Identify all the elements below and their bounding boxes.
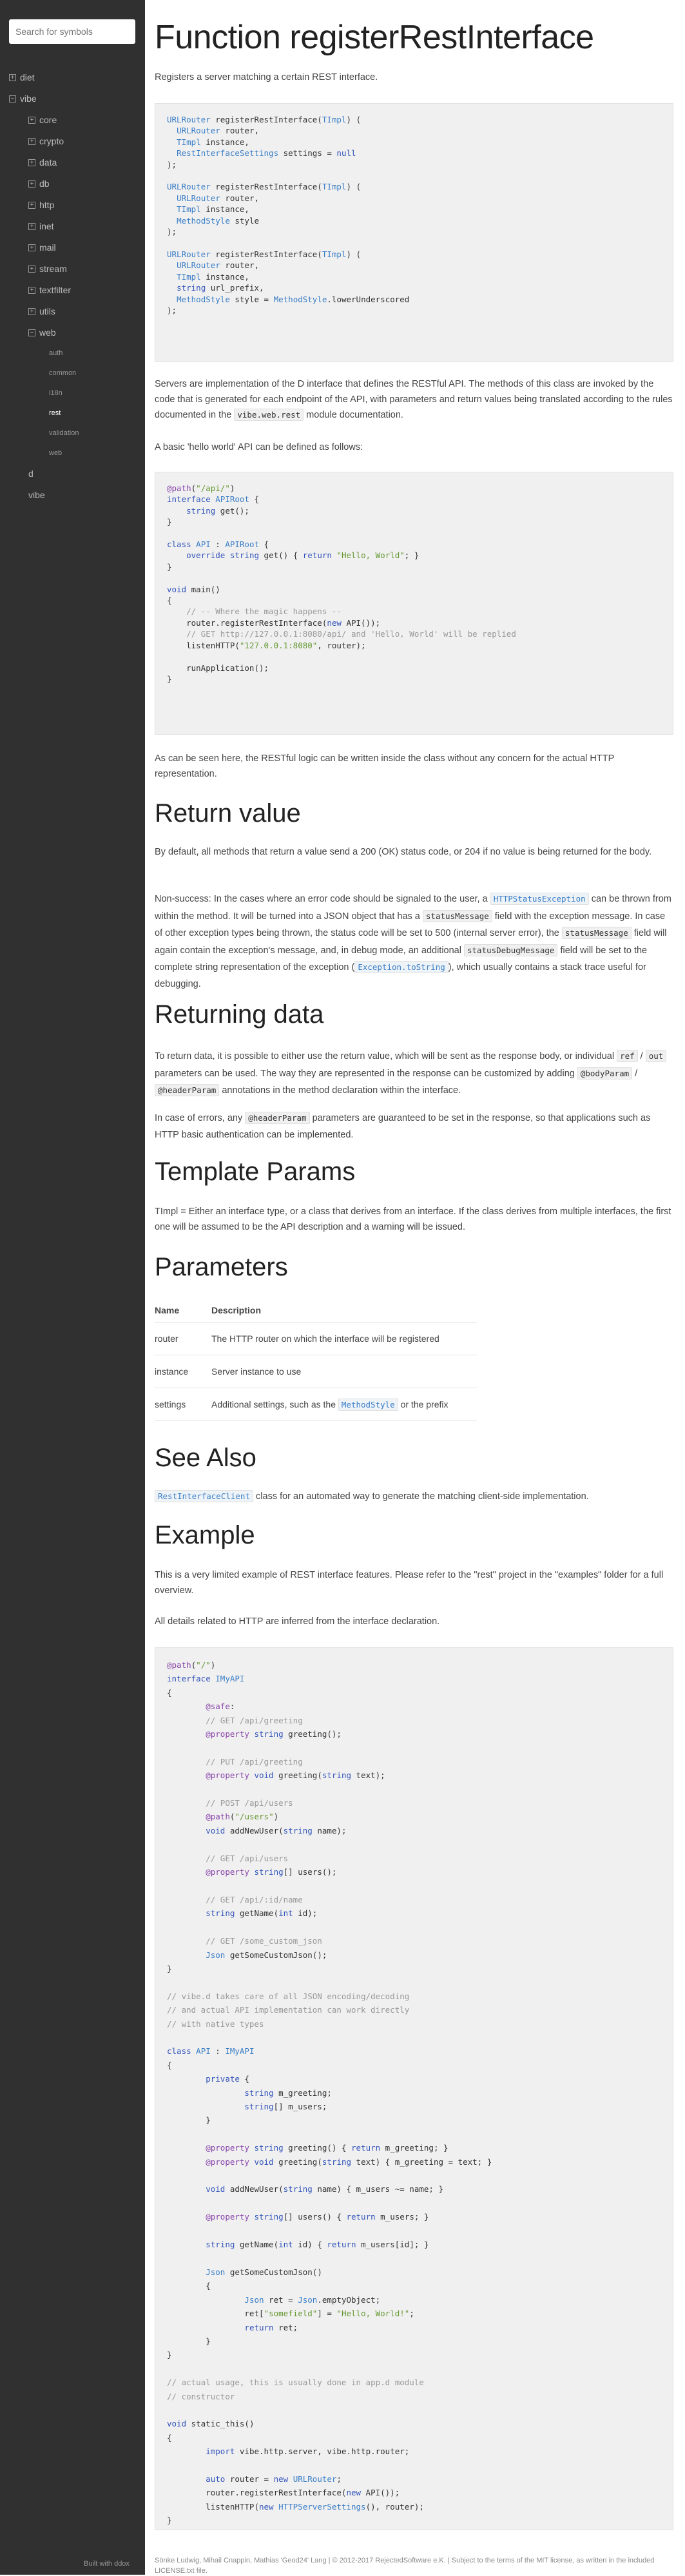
- sidebar-item-label: rest: [49, 409, 61, 417]
- sidebar-item-label: http: [39, 200, 55, 210]
- sidebar-item-core[interactable]: [0, 110, 145, 131]
- section-heading-example: Example: [155, 1521, 255, 1549]
- expand-icon[interactable]: +: [28, 287, 35, 294]
- section-heading-return-value: Return value: [155, 799, 301, 828]
- sidebar-item-label: crypto: [39, 136, 64, 146]
- example-paragraph-1: This is a very limited example of REST interface features. Please refer to the "rest" project in the "examples" folder for a full overview.: [155, 1570, 664, 1596]
- sidebar-item-diet[interactable]: [0, 67, 145, 88]
- sidebar-item-d[interactable]: [0, 463, 145, 485]
- sidebar-item-label: utils: [39, 306, 55, 316]
- table-row: [155, 1322, 477, 1355]
- intro-text: Registers a server matching a certain REST interface.: [155, 72, 378, 82]
- sidebar-item-textfilter[interactable]: [0, 280, 145, 301]
- description-paragraph-3: As can be seen here, the RESTful logic can be written inside the class without any concern for the actual HTTP representation.: [155, 753, 615, 779]
- table-header-row: [155, 1299, 477, 1322]
- section-heading-parameters: Parameters: [155, 1253, 288, 1281]
- sidebar-item-web[interactable]: [0, 322, 145, 344]
- built-with-link[interactable]: Built with ddox: [84, 2560, 130, 2568]
- return-value-paragraph-1: By default, all methods that return a value send a 200 (OK) status code, or 204 if no value is being returned for the body.: [155, 847, 652, 857]
- section-heading-template-params: Template Params: [155, 1157, 356, 1186]
- sidebar-item-stream[interactable]: [0, 258, 145, 280]
- sidebar-item-label: vibe: [28, 490, 45, 500]
- sidebar-item-label: mail: [39, 242, 56, 253]
- sidebar-item-data[interactable]: [0, 152, 145, 173]
- exception-tostring-link[interactable]: Exception.toString: [354, 961, 448, 973]
- parameters-table: [155, 1299, 477, 1421]
- param-name: settings: [155, 1388, 211, 1421]
- param-description: Additional settings, such as the MethodStyle or the prefix: [211, 1388, 477, 1421]
- sidebar-item-vibe[interactable]: [0, 88, 145, 110]
- sidebar-item-label: vibe: [20, 93, 37, 104]
- sidebar-item-label: stream: [39, 264, 67, 274]
- description-paragraph-1: Servers are implementation of the D interface that defines the RESTful API. The methods of this class are invoked by the code that is generated for each endpoint of the API, with parameters and return values being translated according to the rules documented in the vibe.web.rest module documentation.: [155, 379, 673, 420]
- expand-icon[interactable]: +: [28, 308, 35, 315]
- sidebar-item-common[interactable]: [0, 363, 145, 383]
- page-title: Function registerRestInterface: [155, 19, 594, 56]
- search-input[interactable]: [9, 19, 135, 44]
- sidebar-item-label: d: [28, 469, 34, 479]
- module-code-ref: vibe.web.rest: [234, 409, 304, 421]
- section-heading-returning-data: Returning data: [155, 1000, 324, 1029]
- column-header-name: Name: [155, 1299, 211, 1322]
- sidebar-item-vibe[interactable]: [0, 485, 145, 506]
- column-header-description: Description: [211, 1299, 477, 1322]
- see-also-paragraph: RestInterfaceClient class for an automated way to generate the matching client-side implementation.: [155, 1489, 673, 1504]
- example-paragraph-2: All details related to HTTP are inferred from the interface declaration.: [155, 1616, 440, 1627]
- hello-world-code-block: @path("/api/") interface APIRoot { string get(); } class API : APIRoot { override string get() { return "Hello, World"; } } void main() { // -- Where the magic happens -- router.registerRestInterface(new API()); // GET http://127.0.0.1:8080/api/ and 'Hello, World' will be replied listenHTTP("127.0.0.1:8080", router); runApplication(); }: [155, 472, 673, 735]
- sidebar-item-label: diet: [20, 72, 35, 82]
- expand-icon[interactable]: +: [28, 180, 35, 188]
- sidebar-item-label: db: [39, 179, 50, 189]
- sidebar-item-inet[interactable]: [0, 216, 145, 237]
- returning-data-paragraph-2: In case of errors, any @headerParam parameters are guaranteed to be set in the response, so that applications such as HTTP basic authentication can be implemented.: [155, 1113, 651, 1140]
- description-paragraph-2: A basic 'hello world' API can be defined as follows:: [155, 442, 363, 452]
- returning-data-paragraph-1: To return data, it is possible to either use the return value, which will be sent as the response body, or individual ref / out parameters can be used. The way they are represented in the response can be customized by adding @bodyParam / @headerParam annotations in the method declaration within the interface.: [155, 1048, 673, 1099]
- param-description: Server instance to use: [211, 1355, 477, 1388]
- sidebar-item-label: i18n: [49, 389, 63, 397]
- section-heading-see-also: See Also: [155, 1444, 256, 1472]
- sidebar-item-label: web: [39, 327, 56, 338]
- method-style-link[interactable]: MethodStyle: [338, 1399, 398, 1411]
- expand-icon[interactable]: +: [28, 202, 35, 209]
- sidebar-item-validation[interactable]: [0, 423, 145, 443]
- sidebar: [0, 0, 145, 2575]
- table-row: [155, 1388, 477, 1421]
- sidebar-item-db[interactable]: [0, 173, 145, 195]
- http-status-exception-link[interactable]: HTTPStatusException: [490, 893, 589, 905]
- sidebar-item-label: data: [39, 157, 57, 168]
- table-row: [155, 1355, 477, 1388]
- sidebar-item-label: core: [39, 115, 57, 125]
- page-footer: Sönke Ludwig, Mihail Cnappin, Mathias 'Geod24' Lang | © 2012-2017 RejectedSoftware e.K. | Subject to the terms of the MIT license, as written in the included LICENSE.txt file.: [155, 2557, 655, 2575]
- sidebar-item-crypto[interactable]: [0, 131, 145, 152]
- signature-code-block: URLRouter registerRestInterface(TImpl) ( URLRouter router, TImpl instance, RestInterfaceSettings settings = null ); URLRouter registerRestInterface(TImpl) ( URLRouter router, TImpl instance, MethodStyle style ); URLRouter registerRestInterface(TImpl) ( URLRouter router, TImpl instance, string url_prefix, MethodStyle style = MethodStyle.lowerUnderscored );: [155, 103, 673, 362]
- sidebar-item-auth[interactable]: [0, 344, 145, 363]
- param-description: The HTTP router on which the interface will be registered: [211, 1322, 477, 1355]
- sidebar-item-label: textfilter: [39, 285, 72, 295]
- sidebar-item-mail[interactable]: [0, 237, 145, 258]
- sidebar-item-label: common: [49, 369, 77, 377]
- sidebar-item-utils[interactable]: [0, 301, 145, 322]
- template-params-paragraph: TImpl = Either an interface type, or a class that derives from an interface. If the class derives from multiple interfaces, the first one will be assumed to be the API description and a warning will be issued.: [155, 1206, 671, 1232]
- expand-icon[interactable]: +: [28, 138, 35, 145]
- return-value-paragraph-2: Non-success: In the cases where an error code should be signaled to the user, a HTTPStatusException can be thrown from within the method. It will be turned into a JSON object that has a statusMessage field with the exception message. In case of other exception types being thrown, the status code will be set to 500 (internal server error), the statusMessage field will again contain the exception's message, and, in debug mode, an additional statusDebugMessage field will be set to the complete string representation of the exception ( Exception.toString ), which usually contains a stack trace useful for debugging.: [155, 894, 671, 989]
- sidebar-item-http[interactable]: [0, 195, 145, 216]
- sidebar-item-rest[interactable]: [0, 403, 145, 423]
- param-name: router: [155, 1322, 211, 1355]
- rest-interface-client-link[interactable]: RestInterfaceClient: [155, 1490, 253, 1502]
- expand-icon[interactable]: +: [28, 244, 35, 251]
- expand-icon[interactable]: +: [28, 223, 35, 230]
- param-name: instance: [155, 1355, 211, 1388]
- sidebar-item-i18n[interactable]: [0, 383, 145, 403]
- collapse-icon[interactable]: −: [28, 329, 35, 336]
- sidebar-item-label: web: [49, 449, 63, 457]
- sidebar-item-web[interactable]: [0, 443, 145, 463]
- expand-icon[interactable]: +: [28, 159, 35, 166]
- example-code-block: @path("/") interface IMyAPI { @safe: // GET /api/greeting @property string greeting(); // PUT /api/greeting @property void greeting(string text); // POST /api/users @path("/users") void addNewUser(string name); // GET /api/users @property string[] users(); // GET /api/:id/name string getName(int id); // GET /some_custom_json Json getSomeCustomJson(); } // vibe.d takes care of all JSON encoding/decoding // and actual API implementation can work directly // with native types class API : IMyAPI { private { string m_greeting; string[] m_users; } @property string greeting() { return m_greeting; } @property void greeting(string text) { m_greeting = text; } void addNewUser(string name) { m_users ~= name; } @property string[] users() { return m_users; } string getName(int id) { return m_users[id]; } Json getSomeCustomJson() { Json ret = Json.emptyObject; ret["somefield"] = "Hello, World!"; return ret; } } // actual usage, this is usually done in app.d module // constructor void static_this() { import vibe.http.server, vibe.http.router; auto router = new URLRouter; router.registerRestInterface(new API()); listenHTTP(new HTTPServerSettings(), router); }: [155, 1647, 673, 2530]
- sidebar-item-label: auth: [49, 349, 63, 357]
- module-nav-tree: [0, 67, 145, 506]
- collapse-icon[interactable]: −: [9, 95, 16, 102]
- expand-icon[interactable]: +: [28, 117, 35, 124]
- sidebar-item-label: validation: [49, 429, 79, 437]
- expand-icon[interactable]: +: [28, 266, 35, 273]
- expand-icon[interactable]: +: [9, 74, 16, 81]
- sidebar-item-label: inet: [39, 221, 54, 231]
